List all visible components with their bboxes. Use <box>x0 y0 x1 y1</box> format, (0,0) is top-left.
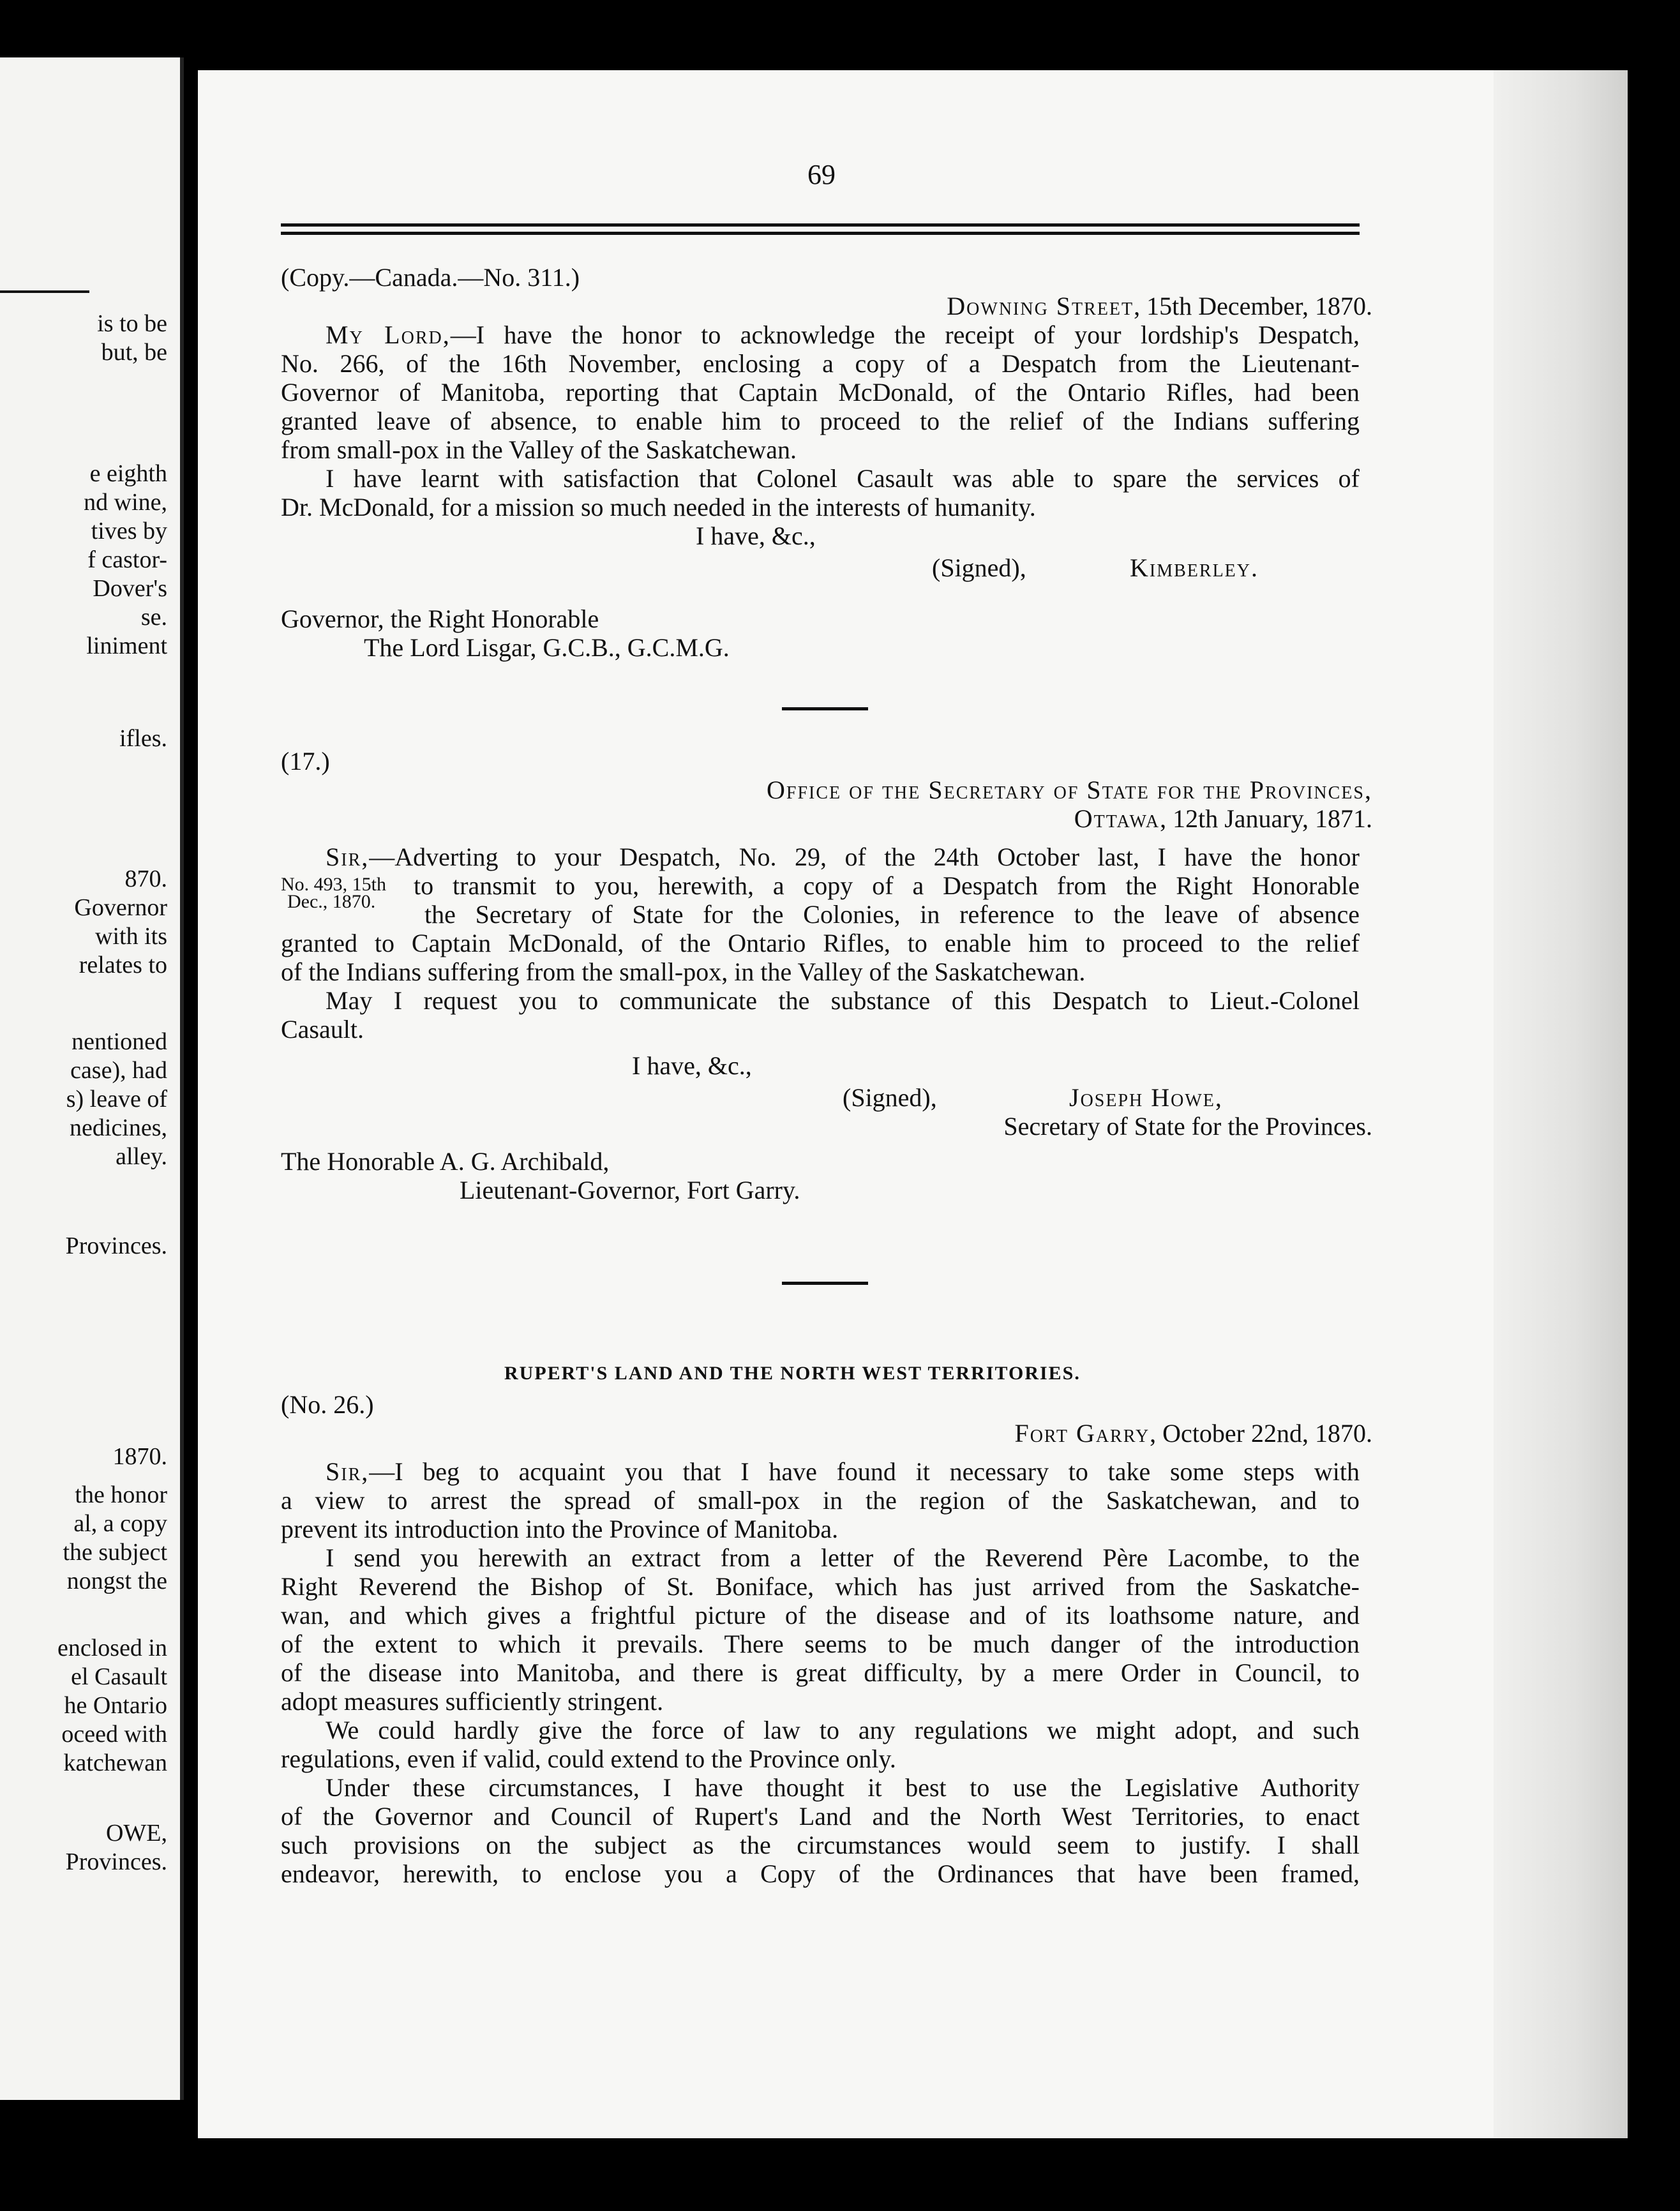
letter3-body-line: Under these circumstances, I have thought it best to use the Legislative Authority <box>326 1773 1360 1802</box>
document-page <box>198 70 1628 2138</box>
previous-page-line: liniment <box>86 633 167 659</box>
letter2-signatory-title: Secretary of State for the Provinces. <box>1003 1112 1372 1141</box>
previous-page-line: OWE, <box>105 1820 167 1847</box>
letter3-body-line: a view to arrest the spread of small-pox in the region of the Saskatchewan, and to <box>281 1486 1360 1515</box>
dateline-date: , 12th January, 1871. <box>1160 804 1372 833</box>
letter1-signatory: Kimberley. <box>1130 553 1259 582</box>
previous-page-line: al, a copy <box>73 1510 167 1537</box>
previous-page-line: is to be <box>97 310 167 337</box>
previous-page-line: Governor <box>74 894 167 921</box>
dateline-date: , October 22nd, 1870. <box>1150 1419 1372 1448</box>
letter2-body-line: the Secretary of State for the Colonies, in reference to the leave of absence <box>424 900 1360 929</box>
dateline-place: Ottawa <box>1074 804 1160 833</box>
previous-page-line: enclosed in <box>57 1635 167 1661</box>
letter3-body-line: adopt measures sufficiently stringent. <box>281 1687 664 1716</box>
letter3-body-line: endeavor, herewith, to enclose you a Copy of the Ordinances that have been framed, <box>281 1859 1360 1888</box>
body-text: —I beg to acquaint you that I have found it necessary to take some steps with <box>369 1457 1360 1486</box>
previous-page-rule <box>0 290 89 293</box>
letter3-body-line: of the Governor and Council of Rupert's Land and the North West Territories, to enact <box>281 1802 1360 1831</box>
previous-page-line: but, be <box>101 339 167 366</box>
previous-page-line: with its <box>95 923 167 950</box>
salutation: Sir, <box>326 1457 370 1486</box>
letter2-body-line: to transmit to you, herewith, a copy of a Despatch from the Right Honorable <box>414 871 1360 900</box>
letter2-office: Office of the Secretary of State for the Provinces, <box>767 776 1372 804</box>
previous-page-line: el Casault <box>71 1663 167 1690</box>
page-number: 69 <box>807 159 836 190</box>
letter1-reference: (Copy.—Canada.—No. 311.) <box>281 263 580 292</box>
previous-page-line: 1870. <box>112 1443 167 1470</box>
letter2-addressee: The Honorable A. G. Archibald, <box>281 1147 610 1176</box>
previous-page-line: nedicines, <box>69 1114 167 1141</box>
salutation: My Lord, <box>326 320 451 349</box>
previous-page-line: Provinces. <box>65 1233 167 1259</box>
header-rule-bottom <box>281 232 1360 235</box>
salutation: Sir, <box>326 843 370 871</box>
letter2-signed: (Signed), <box>843 1083 937 1112</box>
letter2-signatory: Joseph Howe, <box>1069 1083 1223 1112</box>
previous-page-line: Provinces. <box>65 1848 167 1875</box>
previous-page-line: alley. <box>116 1143 167 1170</box>
letter1-body-line: granted leave of absence, to enable him to proceed to the relief of the Indians suffering <box>281 407 1360 435</box>
letter2-body-line: of the Indians suffering from the small-pox, in the Valley of the Saskatchewan. <box>281 957 1086 986</box>
letter1-dateline <box>947 292 1372 320</box>
previous-page-line: 870. <box>124 866 167 892</box>
letter1-signed: (Signed), <box>932 553 1026 582</box>
previous-page-line: Dover's <box>93 575 167 602</box>
dateline-place: Fort Garry <box>1014 1419 1150 1448</box>
letter3-body-line: of the disease into Manitoba, and there is great difficulty, by a mere Order in Council, to <box>281 1658 1360 1687</box>
letter2-dateline <box>1074 804 1372 833</box>
letter2-reference: (17.) <box>281 747 330 776</box>
letter1-addressee: Governor, the Right Honorable <box>281 604 599 633</box>
previous-page-line: nentioned <box>71 1028 167 1055</box>
letter3-body-line: We could hardly give the force of law to any regulations we might adopt, and such <box>326 1716 1360 1744</box>
previous-page-line: the honor <box>75 1481 167 1508</box>
letter3-body-line <box>281 1457 1360 1486</box>
section-heading: RUPERT'S LAND AND THE NORTH WEST TERRITORIES. <box>504 1363 1081 1384</box>
margin-note: Dec., 1870. <box>287 891 376 912</box>
letter3-body-line: I send you herewith an extract from a letter of the Reverend Père Lacombe, to the <box>326 1543 1360 1572</box>
letter2-body-line <box>281 843 1360 871</box>
previous-page-line: tives by <box>91 518 167 544</box>
body-text: —I have the honor to acknowledge the receipt of your lordship's Despatch, <box>450 320 1360 349</box>
previous-page-line: nongst the <box>66 1568 167 1594</box>
letter3-dateline <box>1014 1419 1372 1448</box>
letter3-body-line: Right Reverend the Bishop of St. Boniface, which has just arrived from the Saskatche- <box>281 1572 1360 1601</box>
previous-page-line: f castor- <box>87 546 167 573</box>
previous-page-line: relates to <box>79 952 167 978</box>
letter1-body-line: I have learnt with satisfaction that Colonel Casault was able to spare the services of <box>326 464 1360 493</box>
letter1-body-line: Dr. McDonald, for a mission so much needed in the interests of humanity. <box>281 493 1036 521</box>
previous-page-fragment <box>0 57 184 2100</box>
page-edge-shading <box>1494 70 1628 2138</box>
letter2-addressee: Lieutenant-Governor, Fort Garry. <box>460 1176 800 1204</box>
letter2-closing: I have, &c., <box>632 1051 752 1080</box>
previous-page-line: ifles. <box>119 725 167 752</box>
letter2-body-line: Casault. <box>281 1015 364 1044</box>
previous-page-line: katchewan <box>63 1750 167 1776</box>
letter3-body-line: prevent its introduction into the Province of Manitoba. <box>281 1515 839 1543</box>
previous-page-line: e eighth <box>89 460 167 487</box>
letter1-closing: I have, &c., <box>696 521 816 550</box>
previous-page-line: oceed with <box>61 1721 167 1748</box>
letter2-body-line: granted to Captain McDonald, of the Ontario Rifles, to enable him to proceed to the relief <box>281 929 1360 957</box>
previous-page-line: case), had <box>70 1057 167 1084</box>
previous-page-line: se. <box>140 604 167 631</box>
letter2-body-line: May I request you to communicate the substance of this Despatch to Lieut.-Colonel <box>326 986 1360 1015</box>
letter3-body-line: such provisions on the subject as the circumstances would seem to justify. I shall <box>281 1831 1360 1859</box>
margin-note: No. 493, 15th <box>281 874 386 895</box>
letter1-body-line: No. 266, of the 16th November, enclosing a copy of a Despatch from the Lieutenant- <box>281 349 1360 378</box>
letter1-body-line <box>281 320 1360 349</box>
dateline-date: , 15th December, 1870. <box>1134 292 1372 320</box>
letter3-reference: (No. 26.) <box>281 1390 374 1419</box>
letter3-body-line: regulations, even if valid, could extend to the Province only. <box>281 1744 896 1773</box>
letter1-addressee: The Lord Lisgar, G.C.B., G.C.M.G. <box>364 633 730 662</box>
letter3-body-line: of the extent to which it prevails. There seems to be much danger of the introduction <box>281 1630 1360 1658</box>
letter3-body-line: wan, and which gives a frightful picture of the disease and of its loathsome nature, and <box>281 1601 1360 1630</box>
dateline-place: Downing Street <box>947 292 1134 320</box>
previous-page-line: the subject <box>63 1539 167 1566</box>
body-text: —Adverting to your Despatch, No. 29, of the 24th October last, I have the honor <box>369 843 1360 871</box>
previous-page-line: s) leave of <box>66 1086 167 1113</box>
previous-page-line: he Ontario <box>64 1692 167 1719</box>
section-divider <box>782 707 868 710</box>
previous-page-line: nd wine, <box>84 489 167 516</box>
letter1-body-line: Governor of Manitoba, reporting that Captain McDonald, of the Ontario Rifles, had been <box>281 378 1360 407</box>
section-divider <box>782 1282 868 1285</box>
header-rule-top <box>281 223 1360 227</box>
letter1-body-line: from small-pox in the Valley of the Saskatchewan. <box>281 435 797 464</box>
